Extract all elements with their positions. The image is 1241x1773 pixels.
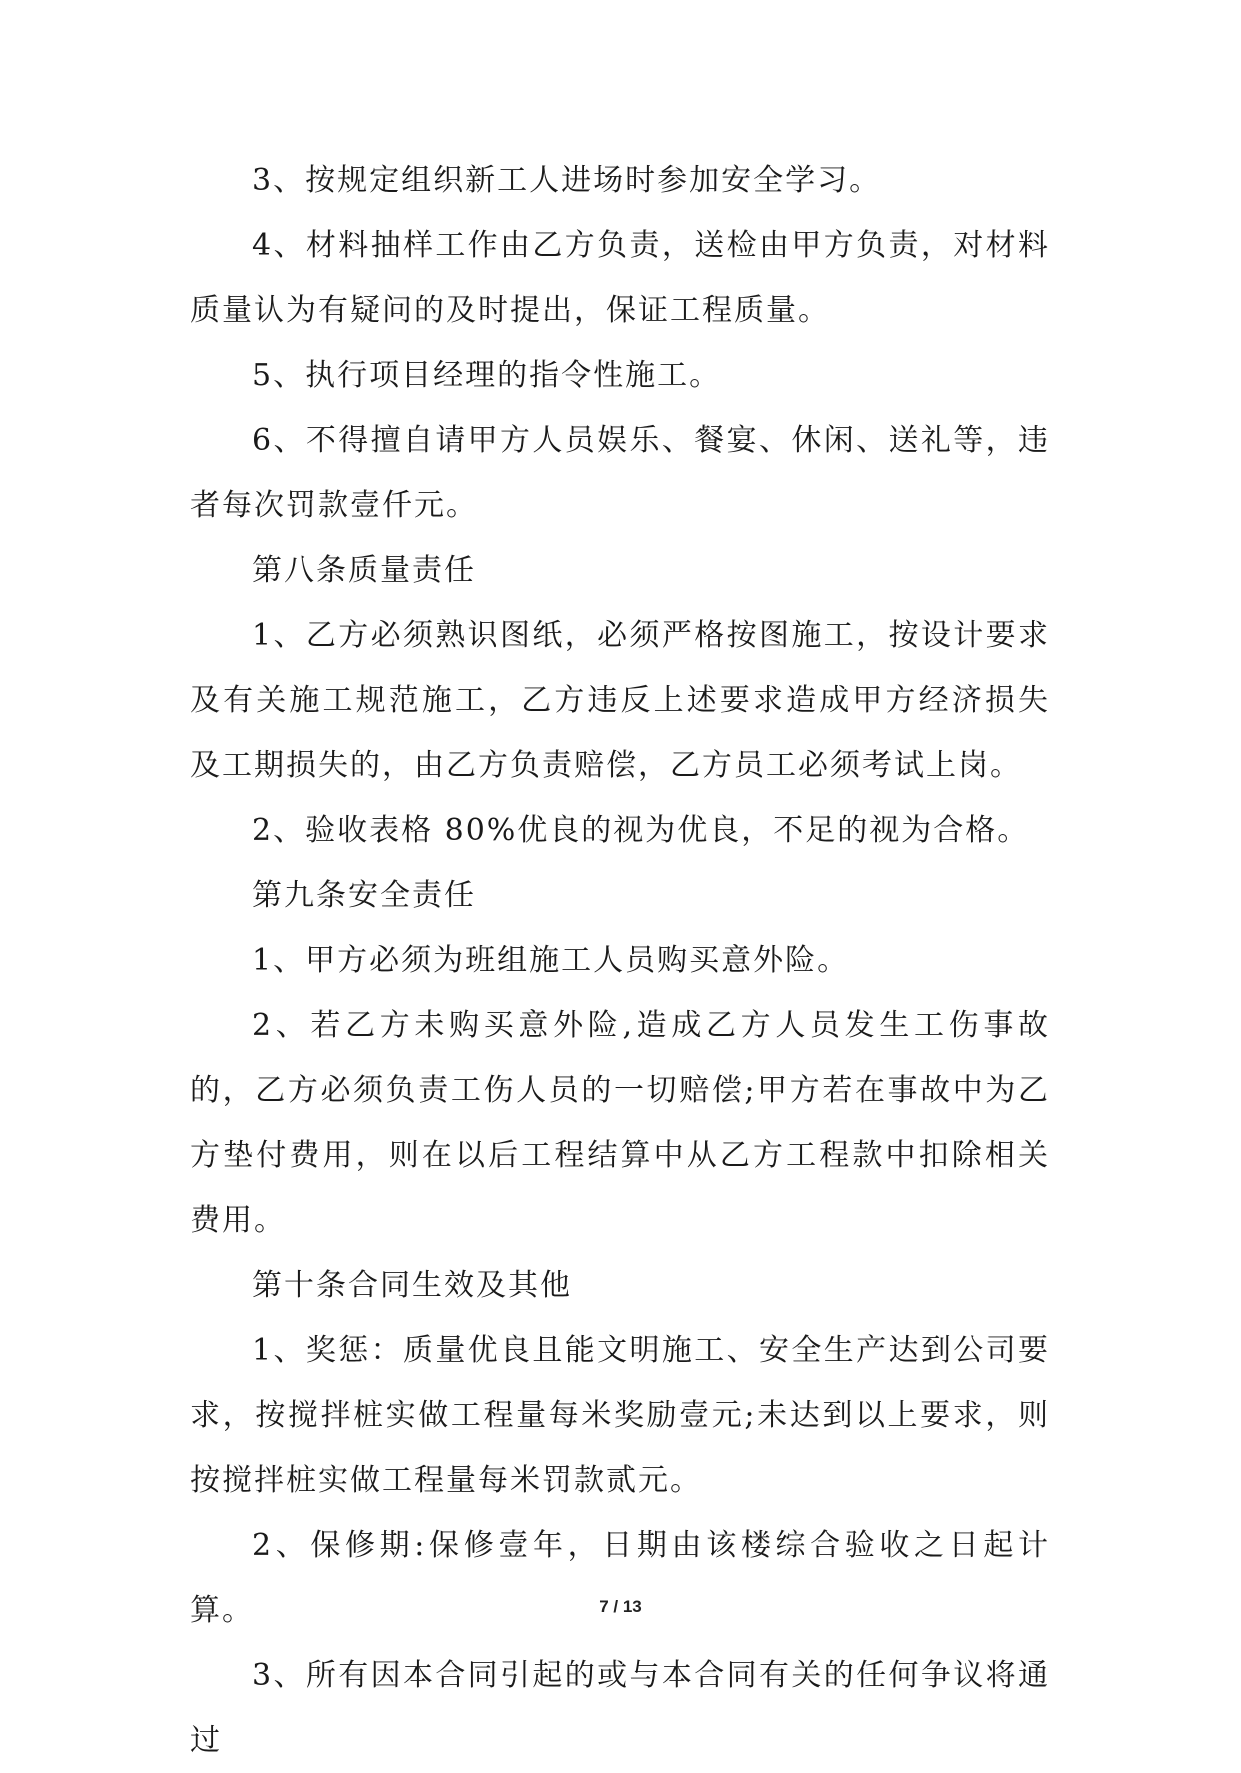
paragraph-item-4: 4、材料抽样工作由乙方负责，送检由甲方负责，对材料质量认为有疑问的及时提出，保证工程质量。 <box>190 228 1050 328</box>
paragraph-item-6: 6、不得擅自请甲方人员娱乐、餐宴、休闲、送礼等，违者每次罚款壹仟元。 <box>190 423 1050 523</box>
paragraph-article-10-item-1: 1、奖惩：质量优良且能文明施工、安全生产达到公司要求，按搅拌桩实做工程量每米奖励壹元;未达到以上要求，则按搅拌桩实做工程量每米罚款贰元。 <box>190 1333 1050 1498</box>
paragraph-article-9-item-1: 1、甲方必须为班组施工人员购买意外险。 <box>252 943 850 978</box>
paragraph-item-5: 5、执行项目经理的指令性施工。 <box>252 358 722 393</box>
paragraph-article-8-item-2: 2、验收表格 80%优良的视为优良，不足的视为合格。 <box>252 813 1030 848</box>
paragraph-article-10-item-3: 3、所有因本合同引起的或与本合同有关的任何争议将通过 <box>190 1658 1050 1758</box>
page-number: 7 / 13 <box>599 1597 642 1616</box>
paragraph-article-9-item-2: 2、若乙方未购买意外险,造成乙方人员发生工伤事故的，乙方必须负责工伤人员的一切赔偿;甲方若在事故中为乙方垫付费用，则在以后工程结算中从乙方工程款中扣除相关费用。 <box>190 1008 1050 1238</box>
document-body <box>190 148 1050 1773</box>
section-heading-article-8: 第八条质量责任 <box>252 553 476 588</box>
section-heading-article-9: 第九条安全责任 <box>252 878 476 913</box>
paragraph-article-8-item-1: 1、乙方必须熟识图纸，必须严格按图施工，按设计要求及有关施工规范施工，乙方违反上述要求造成甲方经济损失及工期损失的，由乙方负责赔偿，乙方员工必须考试上岗。 <box>190 618 1050 783</box>
section-heading-article-10: 第十条合同生效及其他 <box>252 1268 572 1303</box>
paragraph-item-3: 3、按规定组织新工人进场时参加安全学习。 <box>252 163 882 198</box>
paragraph-article-10-item-2: 2、保修期:保修壹年，日期由该楼综合验收之日起计算。 <box>190 1528 1050 1628</box>
